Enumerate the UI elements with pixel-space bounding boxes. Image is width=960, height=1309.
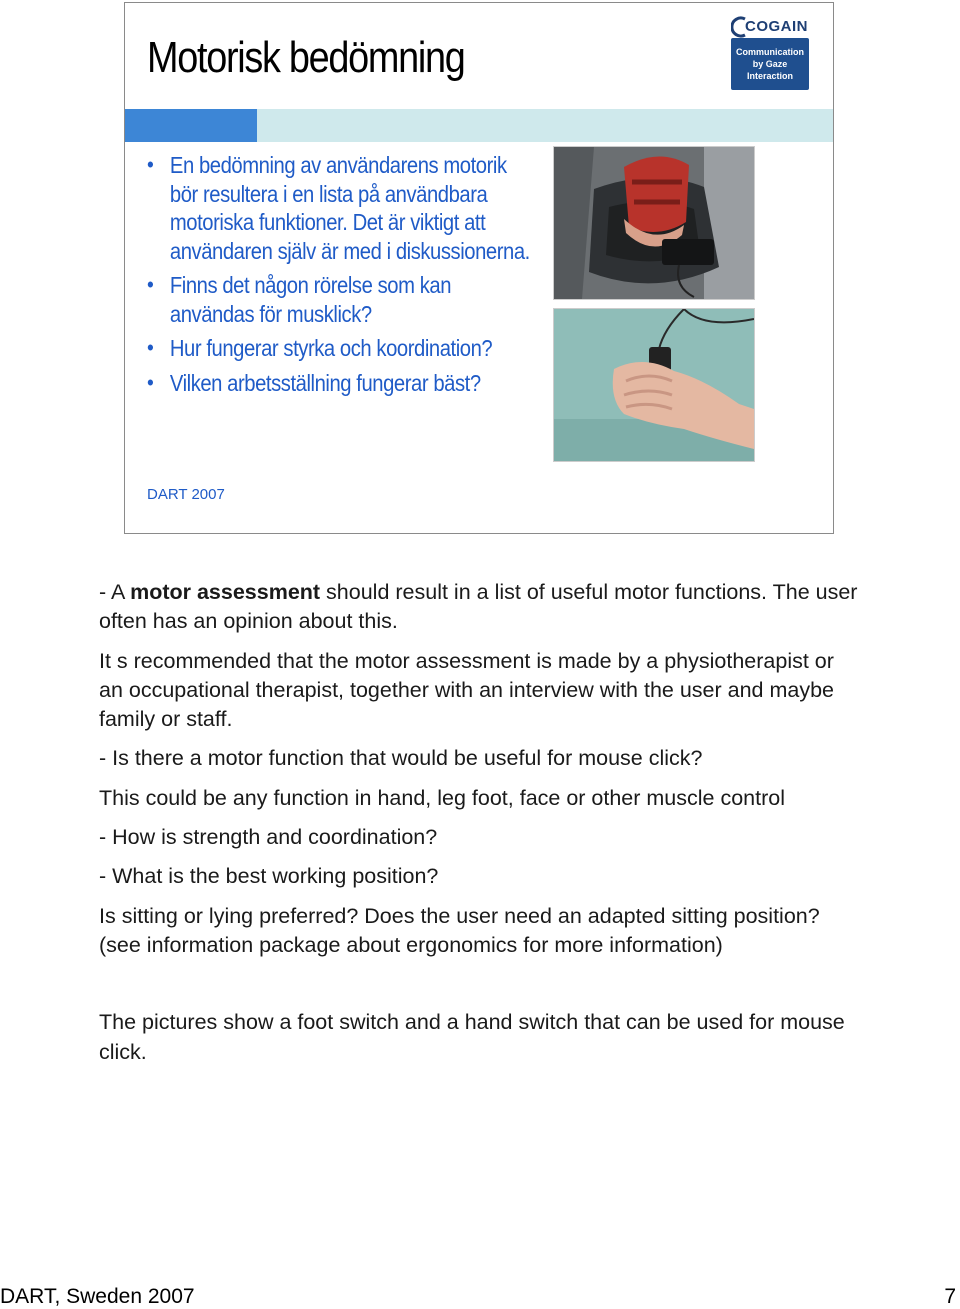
bullet-item: • Hur fungerar styrka och koordination?: [147, 334, 539, 363]
bullet-item: • Vilken arbetsställning fungerar bäst?: [147, 369, 539, 398]
notes-paragraph: It s recommended that the motor assessment is made by a physiotherapist or an occupational therapist, together with an interview with the user and maybe family or staff.: [99, 648, 835, 732]
notes-paragraph: The pictures show a foot switch and a hand switch that can be used for mouse click.: [99, 1010, 845, 1064]
logo-box: [731, 38, 809, 90]
slide-footer: DART 2007: [147, 486, 225, 503]
bullet-item: • En bedömning av användarens motorik bör resultera i en lista på användbara motoriska funktioner. Det är viktigt att användaren själv är med i diskussionerna.: [147, 151, 539, 265]
logo-line-2: by Gaze: [752, 59, 788, 69]
page-number: 7: [944, 1285, 956, 1308]
notes-paragraph: [99, 578, 859, 637]
bullet-item: • Finns det någon rörelse som kan användas för musklick?: [147, 271, 539, 328]
logo-line-3: Interaction: [746, 71, 793, 81]
logo-line-1: Communication: [735, 47, 804, 57]
foot-switch-photo: [553, 146, 755, 300]
page-footer: DART, Sweden 2007: [0, 1285, 195, 1308]
notes-bold-term: motor assessment: [130, 580, 321, 604]
notes-paragraph: This could be any function in hand, leg foot, face or other muscle control: [99, 785, 786, 810]
slide-title: Motorisk bedömning: [147, 33, 465, 82]
hand-switch-photo: [553, 308, 755, 462]
notes-paragraph: - What is the best working position?: [99, 864, 439, 889]
slide: [124, 2, 834, 534]
bullet-list: [147, 151, 547, 403]
speaker-notes: [99, 578, 859, 1067]
cogain-logo: [731, 16, 811, 90]
notes-paragraph: Is sitting or lying preferred? Does the user need an adapted sitting position? (see information package about ergonomics for more information): [99, 903, 820, 957]
notes-prefix: - A: [99, 580, 131, 604]
notes-paragraph: - Is there a motor function that would be useful for mouse click?: [99, 746, 703, 771]
notes-paragraph: - How is strength and coordination?: [99, 825, 438, 850]
notes-suffix: should result in a list of useful motor functions. The user often has an opinion about this.: [99, 580, 858, 634]
header-band-accent: [125, 109, 257, 142]
logo-wordmark: COGAIN: [745, 18, 808, 35]
